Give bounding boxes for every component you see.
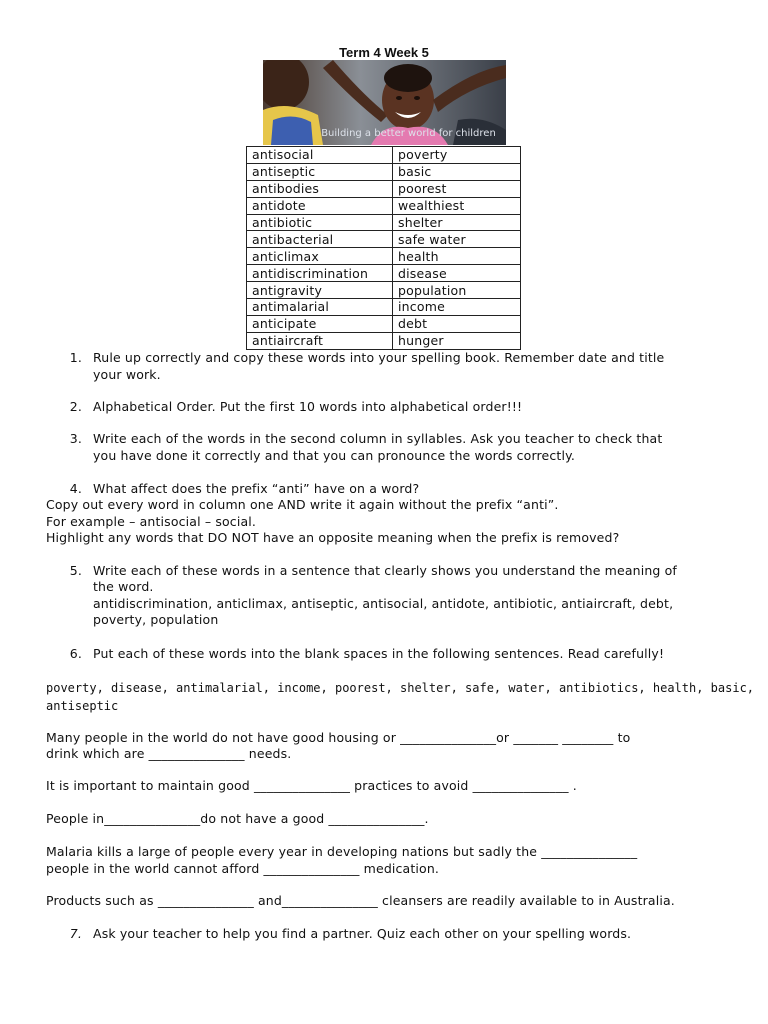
anti-word-cell: antiseptic xyxy=(247,163,393,180)
task-2-number: 2. xyxy=(69,399,82,414)
topic-word-cell: income xyxy=(393,299,521,316)
header-photo xyxy=(263,60,506,145)
topic-word-cell: shelter xyxy=(393,214,521,231)
task-2-line-1: Alphabetical Order. Put the first 10 words into alphabetical order!!! xyxy=(93,399,523,414)
task-4-number: 4. xyxy=(69,481,82,496)
table-row xyxy=(247,248,521,265)
anti-word-cell: anticlimax xyxy=(247,248,393,265)
task-7-number: 7. xyxy=(69,926,82,941)
spelling-word-table xyxy=(246,146,521,350)
anti-word-cell: antigravity xyxy=(247,282,393,299)
topic-word-cell: population xyxy=(393,282,521,299)
anti-word-cell: antidiscrimination xyxy=(247,265,393,282)
task-4-line-1: What affect does the prefix “anti” have on a word? xyxy=(93,481,420,496)
table-row xyxy=(247,332,521,349)
task-3-number: 3. xyxy=(69,431,82,446)
word-bank-line-1: poverty, disease, antimalarial, income, poorest, shelter, safe, water, antibiotics, health, basic, xyxy=(46,681,755,695)
table-row xyxy=(247,282,521,299)
task-5-line-4: poverty, population xyxy=(93,612,219,627)
task-5-line-2: the word. xyxy=(93,579,154,594)
sentence-5: Products such as _______________ and_______________ cleansers are readily available to in Australia. xyxy=(46,893,675,908)
task-1-line-2: your work. xyxy=(93,367,161,382)
task-5-line-3: antidiscrimination, anticlimax, antiseptic, antisocial, antidote, antibiotic, antiaircraft, debt, xyxy=(93,596,674,611)
task-5-number: 5. xyxy=(69,563,82,578)
task-6-line-1: Put each of these words into the blank spaces in the following sentences. Read carefully! xyxy=(93,646,665,661)
sentence-4-line-1: Malaria kills a large of people every year in developing nations but sadly the _______________ xyxy=(46,844,638,859)
anti-word-cell: antisocial xyxy=(247,147,393,164)
table-row xyxy=(247,180,521,197)
table-row xyxy=(247,197,521,214)
word-bank-line-2: antiseptic xyxy=(46,699,119,713)
anti-word-cell: antibiotic xyxy=(247,214,393,231)
sentence-2: It is important to maintain good _______________ practices to avoid _______________ . xyxy=(46,778,577,793)
topic-word-cell: poverty xyxy=(393,147,521,164)
topic-word-cell: hunger xyxy=(393,332,521,349)
task-7-line-1: Ask your teacher to help you find a partner. Quiz each other on your spelling words. xyxy=(93,926,632,941)
sentence-4-line-2: people in the world cannot afford _______________ medication. xyxy=(46,861,440,876)
anti-word-cell: anticipate xyxy=(247,315,393,332)
topic-word-cell: safe water xyxy=(393,231,521,248)
task-3-line-2: you have done it correctly and that you can pronounce the words correctly. xyxy=(93,448,575,463)
task-4-line-3: For example – antisocial – social. xyxy=(46,514,257,529)
table-row xyxy=(247,265,521,282)
topic-word-cell: disease xyxy=(393,265,521,282)
task-4-line-4: Highlight any words that DO NOT have an opposite meaning when the prefix is removed? xyxy=(46,530,620,545)
table-row xyxy=(247,315,521,332)
sentence-1-line-1: Many people in the world do not have good housing or _______________or _______ ________ to xyxy=(46,730,631,745)
page-title: Term 4 Week 5 xyxy=(339,45,429,60)
anti-word-cell: antibacterial xyxy=(247,231,393,248)
anti-word-cell: antiaircraft xyxy=(247,332,393,349)
table-row xyxy=(247,299,521,316)
topic-word-cell: basic xyxy=(393,163,521,180)
anti-word-cell: antidote xyxy=(247,197,393,214)
task-1-line-1: Rule up correctly and copy these words into your spelling book. Remember date and title xyxy=(93,350,665,365)
anti-word-cell: antimalarial xyxy=(247,299,393,316)
table-row xyxy=(247,147,521,164)
task-5-line-1: Write each of these words in a sentence that clearly shows you understand the meaning of xyxy=(93,563,677,578)
task-3-line-1: Write each of the words in the second column in syllables. Ask you teacher to check that xyxy=(93,431,663,446)
topic-word-cell: poorest xyxy=(393,180,521,197)
table-row xyxy=(247,231,521,248)
topic-word-cell: debt xyxy=(393,315,521,332)
task-1-number: 1. xyxy=(69,350,82,365)
table-row xyxy=(247,214,521,231)
sentence-3: People in_______________do not have a good _______________. xyxy=(46,811,429,826)
task-6-number: 6. xyxy=(69,646,82,661)
topic-word-cell: wealthiest xyxy=(393,197,521,214)
photo-caption: Building a better world for children xyxy=(321,128,496,139)
task-4-line-2: Copy out every word in column one AND write it again without the prefix “anti”. xyxy=(46,497,559,512)
anti-word-cell: antibodies xyxy=(247,180,393,197)
topic-word-cell: health xyxy=(393,248,521,265)
sentence-1-line-2: drink which are _______________ needs. xyxy=(46,746,292,761)
table-row xyxy=(247,163,521,180)
